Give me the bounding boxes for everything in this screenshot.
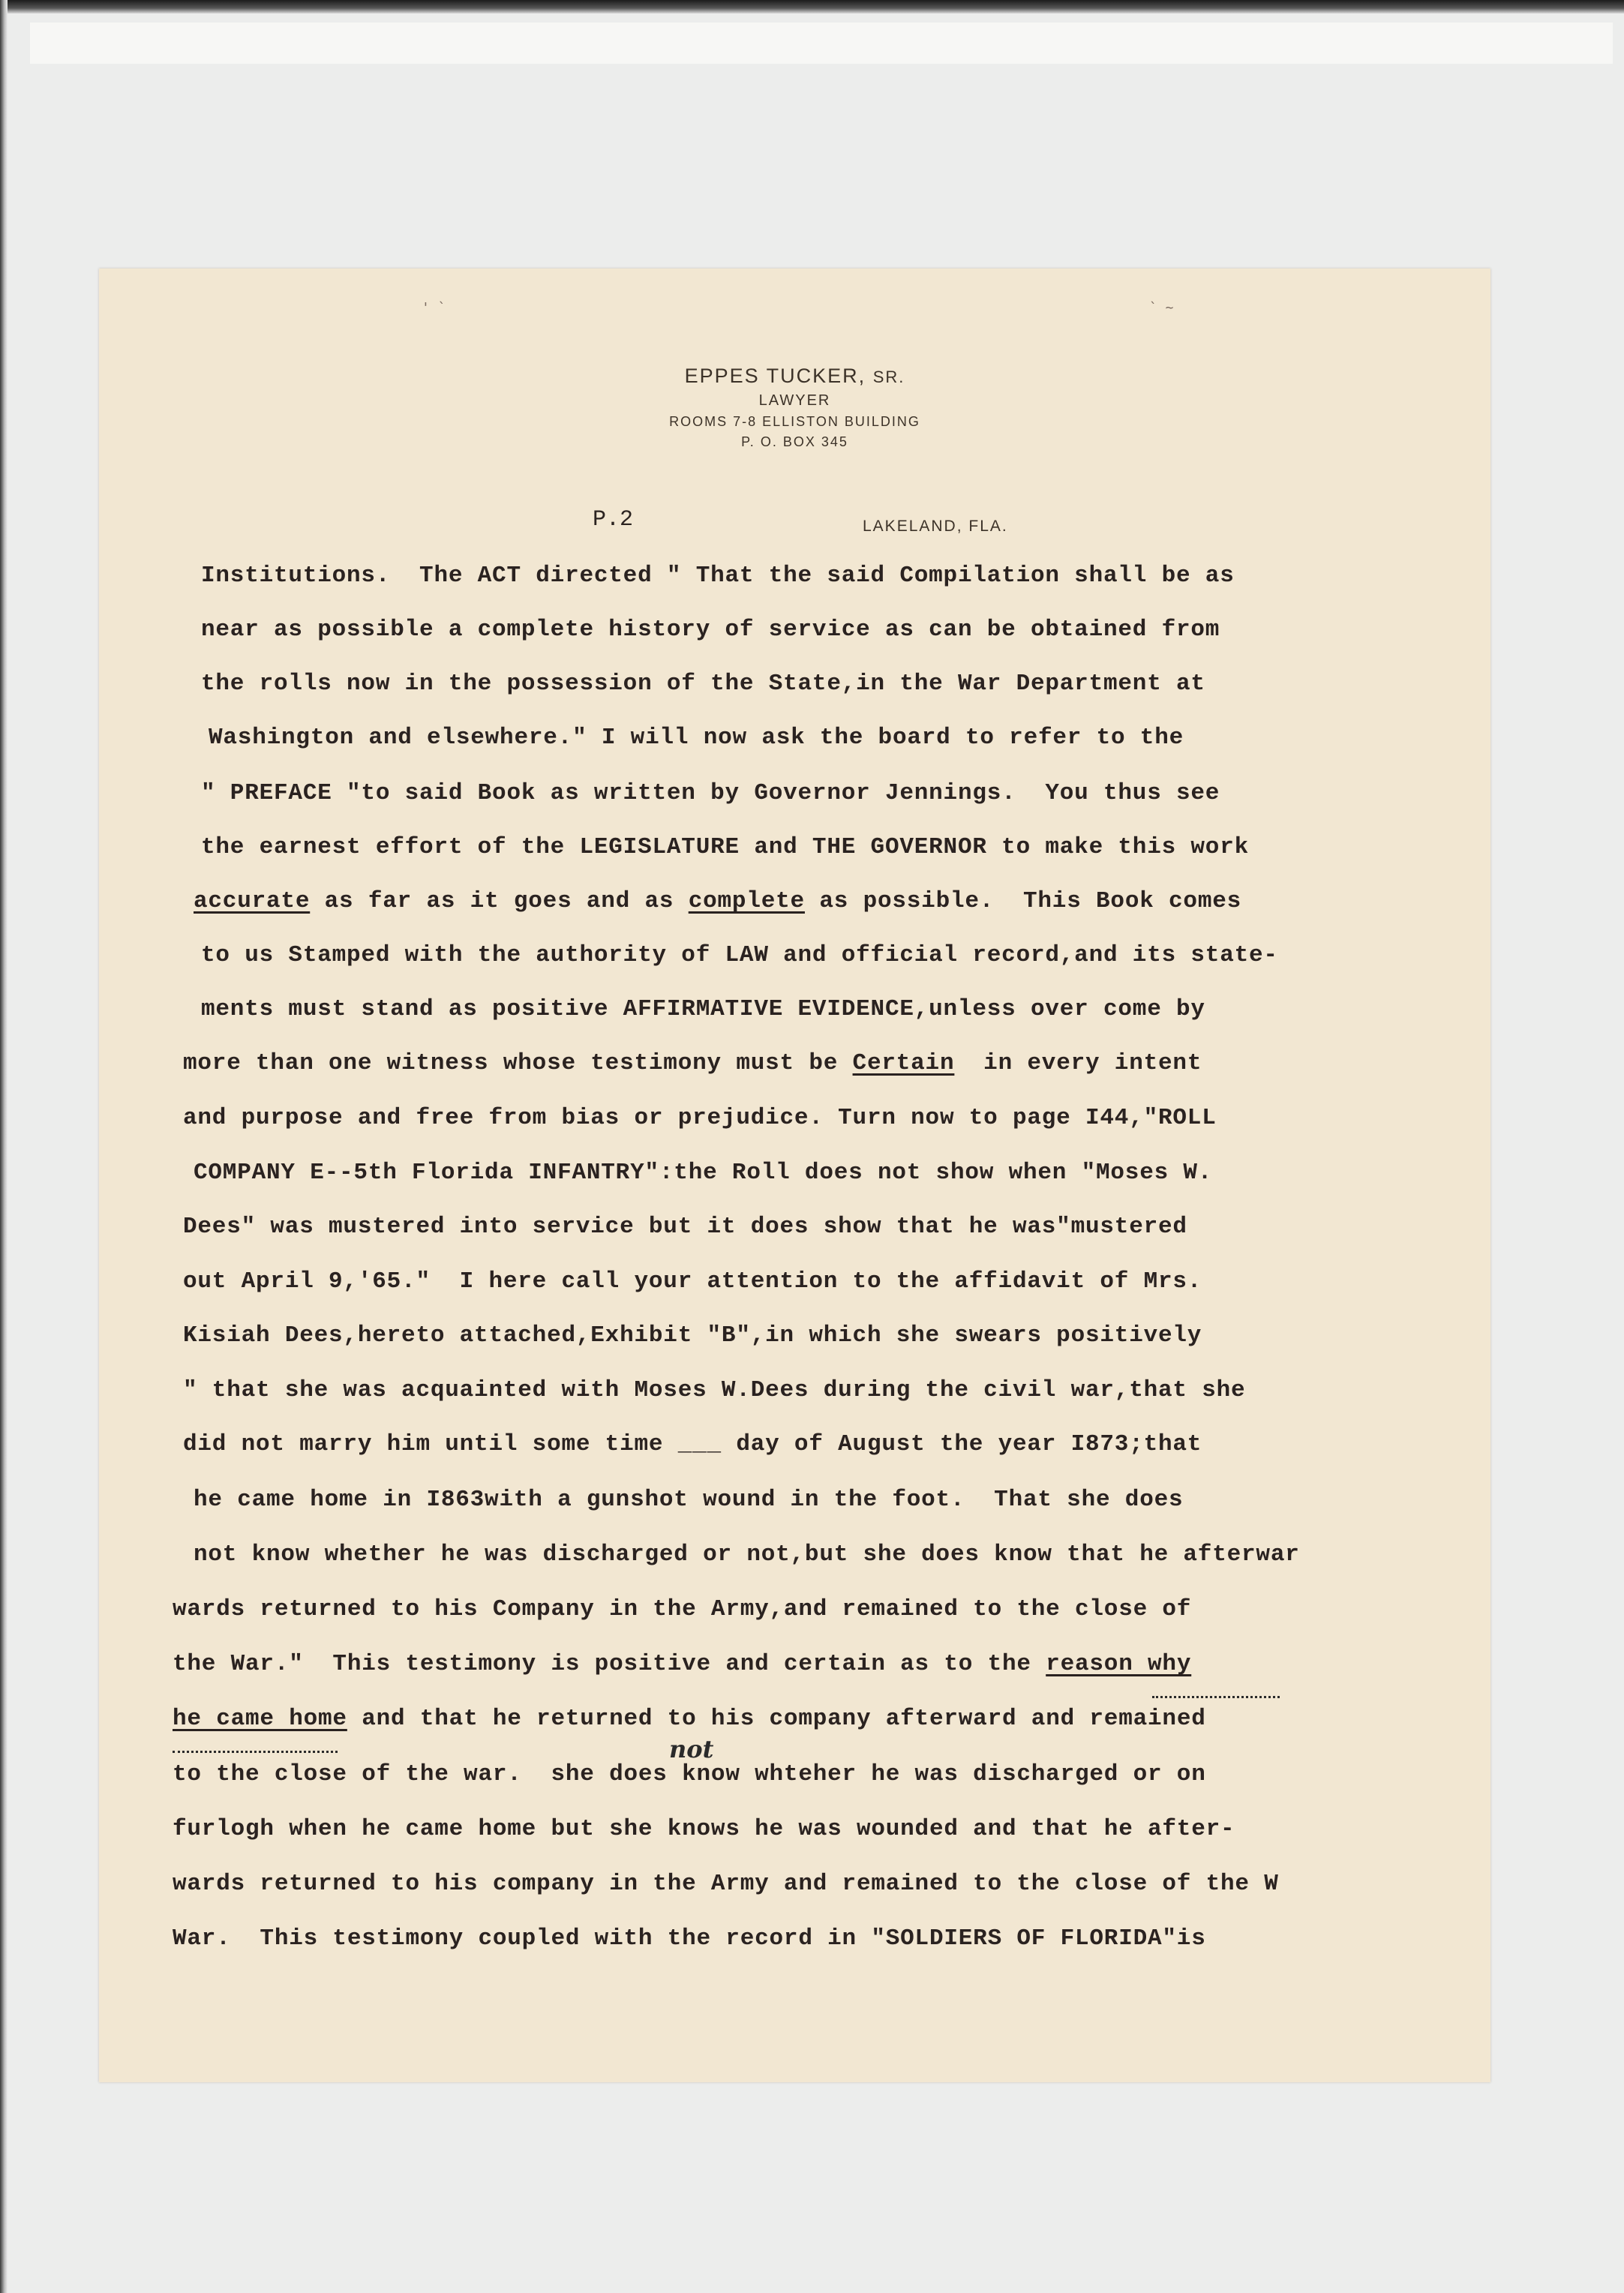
scan-left-edge	[0, 0, 8, 2293]
line-segment: in every intent	[954, 1050, 1202, 1076]
line-segment: as possible. This Book comes	[804, 888, 1242, 914]
text-line	[173, 1651, 1191, 1677]
handwritten-insert-not: not	[669, 1735, 714, 1763]
letter-body	[99, 269, 1490, 2082]
text-line: Dees" was mustered into service but it does show that he was"mustered	[183, 1214, 1187, 1240]
underlined-word: accurate	[194, 888, 311, 914]
text-line: near as possible a complete history of service as can be obtained from	[201, 617, 1220, 643]
letter-page	[99, 269, 1490, 2082]
text-line: Kisiah Dees,hereto attached,Exhibit "B",in which she swears positively	[183, 1322, 1202, 1349]
hand-underline-squiggle	[1152, 1688, 1280, 1698]
letterhead-place: LAKELAND, FLA.	[863, 518, 1008, 535]
text-line: ments must stand as positive AFFIRMATIVE EVIDENCE,unless over come by	[201, 996, 1205, 1022]
text-line: Institutions. The ACT directed " That the said Compilation shall be as	[201, 563, 1235, 589]
text-line: wards returned to his Company in the Army,and remained to the close of	[173, 1596, 1192, 1622]
underlined-word: he came home	[173, 1706, 347, 1732]
text-line: to us Stamped with the authority of LAW and official record,and its state-	[201, 942, 1278, 968]
line-segment: as far as it goes and as	[310, 888, 689, 914]
line-segment: and that he returned to his company afterward and remained	[347, 1706, 1206, 1732]
text-line: " that she was acquainted with Moses W.Dees during the civil war,that she	[183, 1377, 1246, 1403]
line-segment: the War." This testimony is positive and certain as to the	[173, 1651, 1046, 1677]
text-line: to the close of the war. she does know whteher he was discharged or on	[173, 1761, 1206, 1787]
underlined-word: reason why	[1046, 1651, 1192, 1677]
letterhead-name-suffix: SR.	[872, 368, 905, 386]
text-line: wards returned to his company in the Army and remained to the close of the W	[173, 1871, 1279, 1897]
text-line: War. This testimony coupled with the record in "SOLDIERS OF FLORIDA"is	[173, 1925, 1206, 1952]
scan-top-edge	[0, 0, 1624, 14]
underlined-word: complete	[688, 888, 805, 914]
text-line: and purpose and free from bias or prejudice. Turn now to page I44,"ROLL	[183, 1105, 1217, 1131]
text-line: the rolls now in the possession of the State,in the War Department at	[201, 671, 1205, 697]
page-number: P.2	[593, 507, 634, 533]
scan-glare	[30, 23, 1613, 64]
text-line	[183, 1050, 1202, 1076]
text-line: Washington and elsewhere." I will now ask the board to refer to the	[209, 725, 1184, 751]
text-line: COMPANY E--5th Florida INFANTRY":the Roll does not show when "Moses W.	[194, 1160, 1213, 1186]
hand-underline-squiggle	[173, 1743, 338, 1753]
line-segment: more than one witness whose testimony must be	[183, 1050, 853, 1076]
letterhead-box: P. O. BOX 345	[741, 434, 848, 449]
text-line: " PREFACE "to said Book as written by Governor Jennings. You thus see	[201, 780, 1220, 806]
text-line: furlogh when he came home but she knows he was wounded and that he after-	[173, 1816, 1235, 1842]
letterhead-address: ROOMS 7-8 ELLISTON BUILDING	[669, 414, 920, 429]
corner-mark-right: ` ~	[1149, 300, 1174, 316]
corner-mark-left: ' `	[422, 300, 446, 316]
text-line: not know whether he was discharged or not,but she does know that he afterwar	[194, 1541, 1300, 1568]
text-line	[194, 888, 1241, 914]
letterhead-name-text: EPPES TUCKER,	[684, 365, 866, 387]
text-line: out April 9,'65." I here call your attention to the affidavit of Mrs.	[183, 1268, 1202, 1295]
text-line: he came home in I863with a gunshot wound in the foot. That she does	[194, 1487, 1184, 1513]
text-line	[173, 1706, 1206, 1732]
underlined-word: Certain	[852, 1050, 955, 1076]
text-line: did not marry him until some time ___ day of August the year I873;that	[183, 1431, 1202, 1457]
text-line: the earnest effort of the LEGISLATURE and THE GOVERNOR to make this work	[201, 834, 1250, 860]
letterhead-title: LAWYER	[758, 392, 831, 409]
